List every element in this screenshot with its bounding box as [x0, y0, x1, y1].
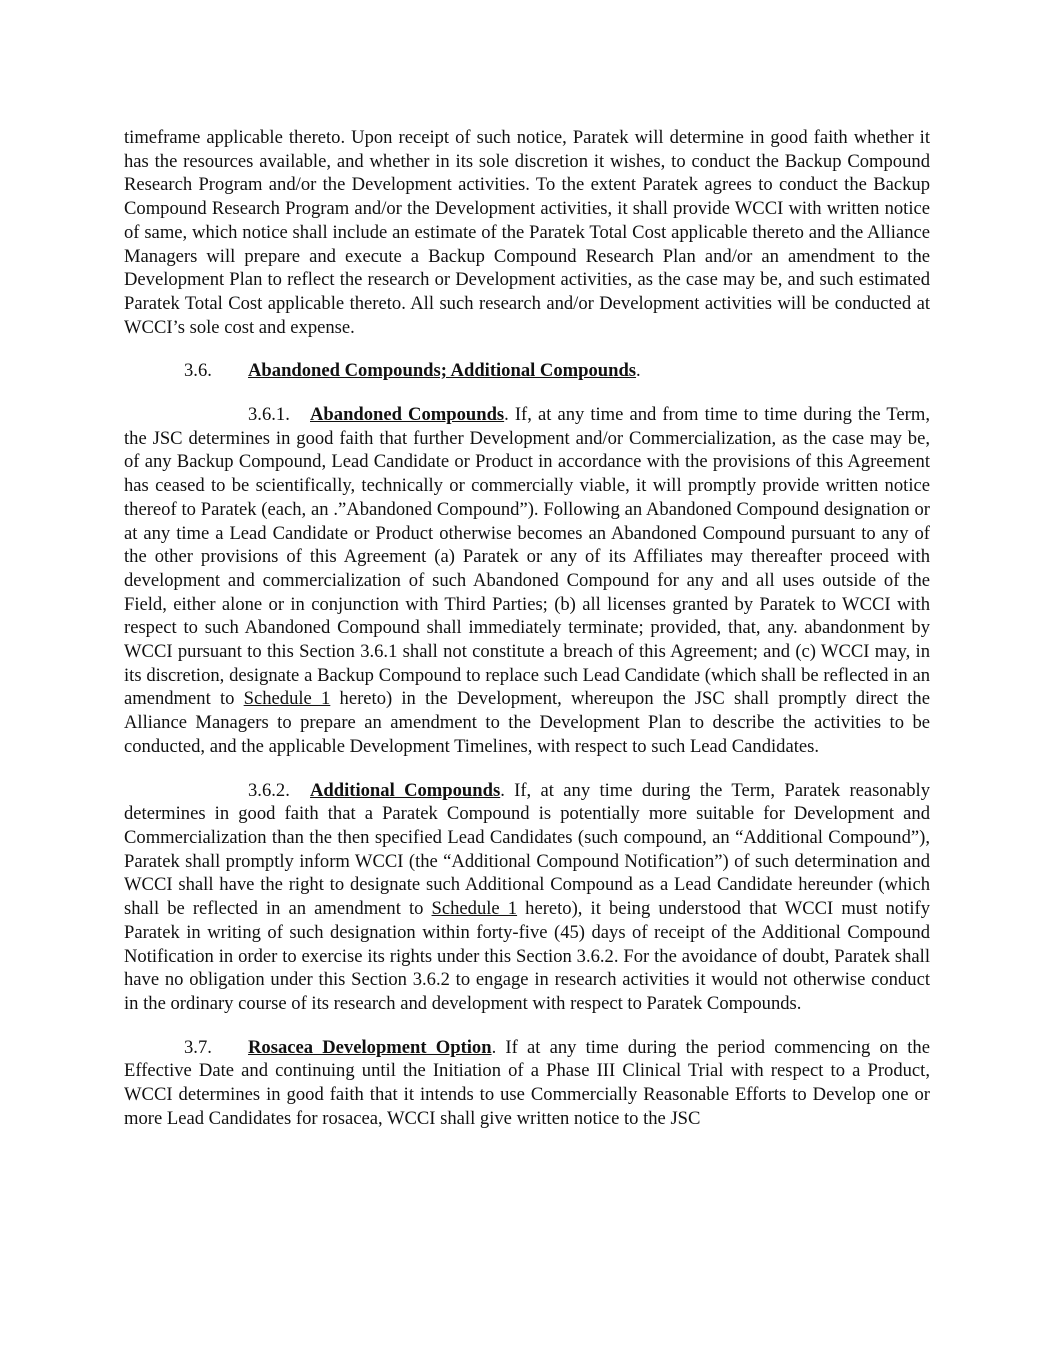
section-text: . If, at any time during the Term, Paratek reasonably determines in good faith that a Paratek Compound is potentially more suitable for Development and Commercialization than the then specified Lead Candidates (such compound, an “Additional Compound”), Paratek shall promptly inform WCCI (the “Additional Compound Notification”) of such determination and WCCI shall have the right to designate such Additional Compound as a Lead Candidate hereunder (which shall be reflected in an amendment to [124, 779, 930, 920]
section-heading: Abandoned Compounds [310, 404, 505, 426]
section-text: . If at any time during the period commencing on the Effective Date and continuing until the Initiation of a Phase III Clinical Trial with respect to a Product, WCCI determines in good faith that it intends to use Commercially Reasonable Efforts to Develop one or more Lead Candidates for rosacea, WCCI shall give written notice to the JSC [124, 1036, 930, 1129]
schedule-reference: Schedule 1 [243, 688, 331, 710]
section-3-6-1 [124, 403, 930, 759]
section-number: 3.6.1. [248, 404, 290, 426]
section-text: . If, at any time and from time to time during the Term, the JSC determines in good faith that further Development and/or Commercialization, as the case may be, of any Backup Compound, Lead Candidate or Product in accordance with the provisions of this Agreement has ceased to be scientifically, technically or commercially viable, it will promptly provide written notice thereof to Paratek (each, an .”Abandoned Compound”). Following an Abandoned Compound designation or at any time a Lead Candidate or Product otherwise becomes an Abandoned Compound pursuant to any of the other provisions of this Agreement (a) Paratek or any of its Affiliates may thereafter proceed with development and commercialization of such Abandoned Compound for any and all uses outside of the Field, either alone or in conjunction with Third Parties; (b) all licenses granted by Paratek to WCCI with respect to such Abandoned Compound shall immediately terminate; provided, that, any. abandonment by WCCI pursuant to this Section 3.6.1 shall not constitute a breach of this Agreement; and (c) WCCI may, in its discretion, designate a Backup Compound to replace such Lead Candidate (which shall be reflected in an amendment to [124, 404, 930, 710]
section-number: 3.6.2. [248, 779, 290, 801]
schedule-reference: Schedule 1 [431, 898, 518, 920]
section-3-6-heading [124, 359, 930, 383]
section-heading: Abandoned Compounds; Additional Compounds [248, 360, 637, 382]
section-heading: Additional Compounds [310, 779, 501, 801]
paragraph-intro: timeframe applicable thereto. Upon receipt of such notice, Paratek will determine in good faith whether it has the resources available, and whether in its sole discretion it wishes, to conduct the Backup Compound Research Program and/or the Development activities. To the extent Paratek agrees to conduct the Backup Compound Research Program and/or the Development activities, it shall provide WCCI with written notice of same, which notice shall include an estimate of the Paratek Total Cost applicable thereto and the Alliance Managers will prepare and execute a Backup Compound Research Plan and/or an amendment to the Development Plan to reflect the research or Development activities, as the case may be, and such estimated Paratek Total Cost applicable thereto. All such research and/or Development activities will be conducted at WCCI’s sole cost and expense. [124, 127, 930, 338]
section-text: hereto), it being understood that WCCI must notify Paratek in writing of such designation within forty-five (45) days of receipt of the Additional Compound Notification in order to exercise its rights under this Section 3.6.2. For the avoidance of doubt, Paratek shall have no obligation under this Section 3.6.2 to engage in research activities it would not otherwise conduct in the ordinary course of its research and development with respect to Paratek Compounds. [124, 898, 930, 1014]
section-heading: Rosacea Development Option [248, 1036, 492, 1058]
section-3-6-2 [124, 779, 930, 1016]
section-number: 3.7. [184, 1036, 212, 1058]
section-3-7 [124, 1036, 930, 1131]
heading-period: . [636, 360, 641, 382]
section-text: hereto) in the Development, whereupon the JSC shall promptly direct the Alliance Managers to prepare an amendment to the Development Plan to describe the activities to be conducted, and the applicable Development Timelines, with respect to such Lead Candidates. [124, 688, 930, 757]
document-page [124, 126, 930, 1130]
section-number: 3.6. [184, 360, 212, 382]
